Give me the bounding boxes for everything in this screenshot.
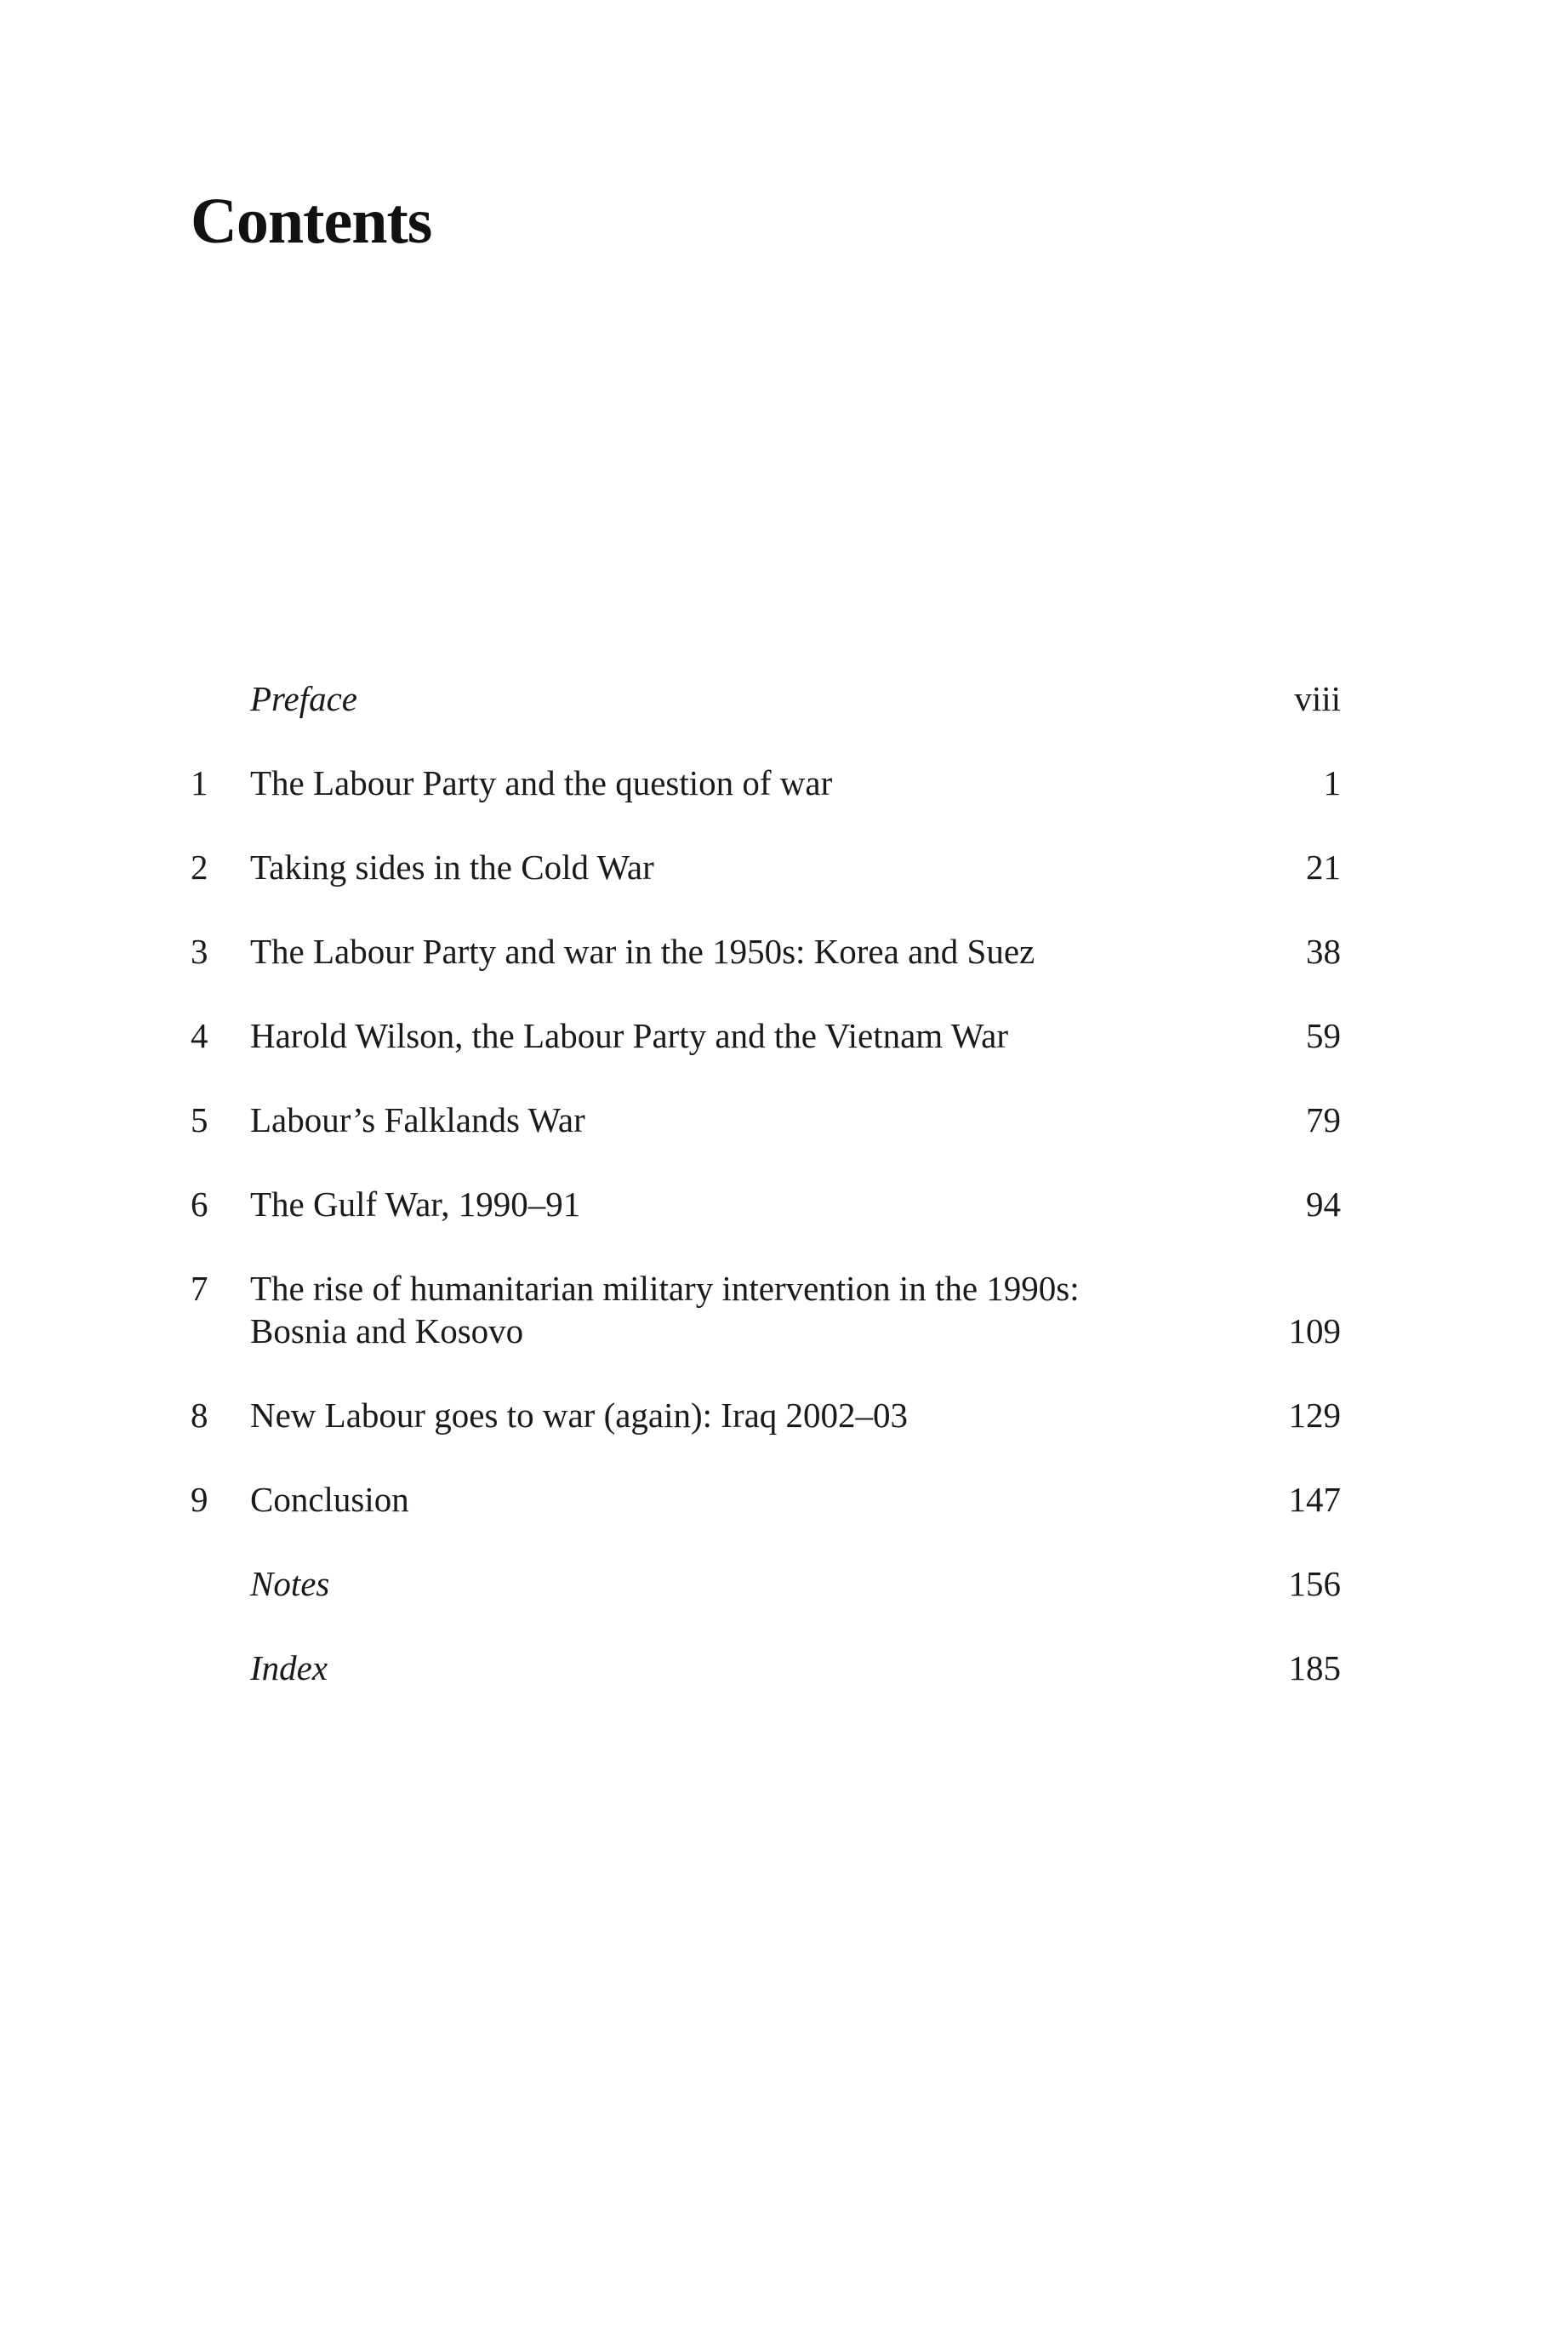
toc-entry-notes xyxy=(191,1562,1341,1605)
page-number: viii xyxy=(1294,679,1341,718)
toc-entry-chapter-3 xyxy=(191,930,1341,973)
page-number: 156 xyxy=(1288,1564,1341,1603)
chapter-number: 5 xyxy=(191,1100,208,1139)
entry-title: The Gulf War, 1990–91 xyxy=(250,1185,581,1224)
chapter-number: 4 xyxy=(191,1016,208,1055)
chapter-number: 3 xyxy=(191,932,208,971)
entry-title: Conclusion xyxy=(250,1480,409,1519)
toc-entry-chapter-9 xyxy=(191,1478,1341,1521)
entry-title-line-1: The rise of humanitarian military intervention in the 1990s: xyxy=(250,1269,1080,1308)
toc-entry-chapter-2 xyxy=(191,846,1341,888)
toc-entry-chapter-8 xyxy=(191,1394,1341,1436)
page-title: Contents xyxy=(191,186,432,257)
toc-entry-preface xyxy=(191,677,1341,720)
toc-entry-chapter-1 xyxy=(191,762,1341,804)
entry-title: Preface xyxy=(250,679,357,718)
page-number: 38 xyxy=(1306,932,1341,971)
page-number: 185 xyxy=(1288,1648,1341,1687)
chapter-number: 7 xyxy=(191,1269,208,1308)
chapter-number: 8 xyxy=(191,1396,208,1435)
page-number: 1 xyxy=(1323,763,1341,802)
toc-entry-chapter-5 xyxy=(191,1099,1341,1141)
table-of-contents xyxy=(191,677,1341,1731)
page-number: 21 xyxy=(1306,848,1341,887)
entry-title: Harold Wilson, the Labour Party and the Vietnam War xyxy=(250,1016,1008,1055)
entry-title: Taking sides in the Cold War xyxy=(250,848,654,887)
entry-title: Notes xyxy=(250,1564,330,1603)
entry-title xyxy=(250,1267,1254,1352)
entry-title-line-2: Bosnia and Kosovo xyxy=(250,1311,524,1350)
page-number: 109 xyxy=(1288,1311,1341,1350)
chapter-number: 2 xyxy=(191,848,208,887)
chapter-number: 1 xyxy=(191,763,208,802)
toc-entry-chapter-4 xyxy=(191,1014,1341,1057)
toc-entry-chapter-6 xyxy=(191,1183,1341,1225)
entry-title: The Labour Party and war in the 1950s: Korea and Suez xyxy=(250,932,1035,971)
page-number: 129 xyxy=(1288,1396,1341,1435)
page-number: 94 xyxy=(1306,1185,1341,1224)
entry-title: Labour’s Falklands War xyxy=(250,1100,585,1139)
toc-entry-chapter-7 xyxy=(191,1267,1341,1352)
chapter-number: 9 xyxy=(191,1480,208,1519)
entry-title: New Labour goes to war (again): Iraq 2002–03 xyxy=(250,1396,909,1435)
page-number: 59 xyxy=(1306,1016,1341,1055)
toc-entry-index xyxy=(191,1647,1341,1689)
chapter-number: 6 xyxy=(191,1185,208,1224)
page-number: 147 xyxy=(1288,1480,1341,1519)
page-number: 79 xyxy=(1306,1100,1341,1139)
entry-title: The Labour Party and the question of war xyxy=(250,763,833,802)
entry-title: Index xyxy=(250,1648,328,1687)
